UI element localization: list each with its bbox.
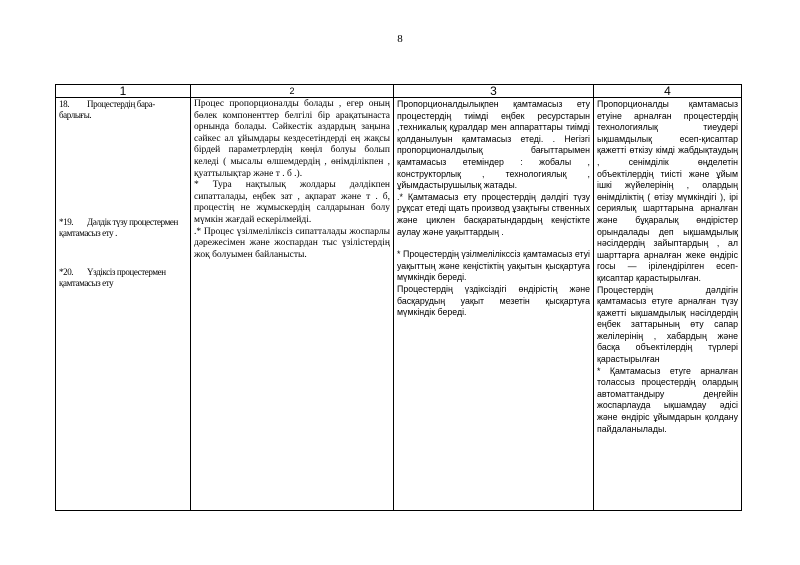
topic-text: Үздіксіз процестермен қамтамасыз ету bbox=[59, 267, 166, 288]
topic-number: *19. bbox=[59, 217, 74, 227]
topic-item bbox=[59, 99, 187, 121]
topic-item bbox=[59, 217, 187, 239]
methods-paragraph: Процестердің дәлдігін қамтамасыз етуге арналған түзу қажетті ықшамдылық нәсілдердің еңбек заттарының өту сапар желілерінің , хабардың және басқа объектілердің түрлері қарастырылған bbox=[597, 284, 738, 365]
effect-cell bbox=[394, 98, 594, 511]
header-row bbox=[56, 85, 742, 98]
topics-cell bbox=[56, 98, 191, 511]
effect-paragraph: Пропорционалдылықпен қамтамасыз ету процестердің тиімді еңбек ресурстарын ,техникалық құралдар мен аппараттары тиімді қолданылуын қамтамасыз етеді. . Негізгі пропорционалдылық бағыттарымен қамтамасыз етеміндер : жобалы , конструкторлық , технологиялық , ұйымдастырушылық жатады. bbox=[397, 99, 590, 191]
effect-paragraph: * Процестердің үзілмелілікссіз қамтамасыз етуі уақыттың және кеңістіктің уақытын қысқартуға мүмкіндік береді. bbox=[397, 249, 590, 283]
column-header-4: 4 bbox=[594, 85, 742, 98]
methods-paragraph: Пропорционалды қамтамасыз етуіне арналған процестердің технологиялық тиеудері ықшамдылық есеп-қисаптар қажетті өткізу кімді жабдықтаудың , сенімділік өңделетін объектілердің тиісті және ұйым ішкі жүйелерінің , олардың өнімділіктің ( өтізу мүмкіндігі ), ірі сериялық шарттарына арналған және бұқаралық өндірістер орындалады деп ықшамдылық нәсілдердің зайыптардың , ал шарттарға арналған жеке өндіріс госы — ірілендірілген есеп-қисаптар қарастырылған. bbox=[597, 99, 738, 283]
column-header-3: 3 bbox=[394, 85, 594, 98]
content-table bbox=[55, 84, 742, 511]
topic-number: 18. bbox=[59, 99, 70, 109]
page-number: 8 bbox=[397, 33, 403, 45]
topic-number: *20. bbox=[59, 267, 74, 277]
definition-paragraph: .* Процес үзілмеліліксіз сипатталады жоспарлы дәрежесімен және жоспардан тыс үзілістердің жоқ болуымен байланысты. bbox=[194, 226, 390, 260]
content-row bbox=[56, 98, 742, 511]
definition-paragraph: Процес пропорционалды болады , егер оның бөлек компоненттер белгілі бір арақатынаста орнында болады. Сәйкестік аздардың заңына сәйкес ал ұйымдары кездесетіндерді ең жақсы бірдей параметрлердің көңіл болуы болып келеді ( мысалы өлшемдердің , өнімділікпен , қуаттылықтар және т . б .). bbox=[194, 99, 390, 179]
topic-text: Процестердің бара-барлығы. bbox=[59, 99, 155, 120]
methods-paragraph: * Қамтамасыз етуге арналған толассыз процестердің олардың автоматтандыру деңгейін жоспарлауда ықшамдау әдісі және өндіріс ұйымдарын қолдану пайдаланылады. bbox=[597, 365, 738, 434]
topic-text: Дәлдік түзу процестермен қамтамасыз ету . bbox=[59, 217, 178, 238]
definition-cell bbox=[191, 98, 394, 511]
definition-paragraph: * Тура нақтылық жолдары дәлдікпен сипатталады, еңбек зат , ақпарат және т . б, процестің не жұмыскердің салдарынан болу мүмкін жағдай ескерілмейді. bbox=[194, 180, 390, 225]
column-header-1: 1 bbox=[56, 85, 191, 98]
effect-paragraph: Процестердің үздіксіздігі өндірістің және басқарудың уақыт мезетін қысқартуға мүмкіндік береді. bbox=[397, 283, 590, 318]
methods-cell bbox=[594, 98, 742, 511]
effect-paragraph: .* Қамтамасыз ету процестердің дәлдігі түзу рұқсат етеді щать производ ұзақтығы ственных және циклен басқаратындардың кеңістікте аулау және уақыттардың . bbox=[397, 191, 590, 237]
column-header-2: 2 bbox=[191, 85, 394, 98]
topic-item bbox=[59, 267, 187, 289]
